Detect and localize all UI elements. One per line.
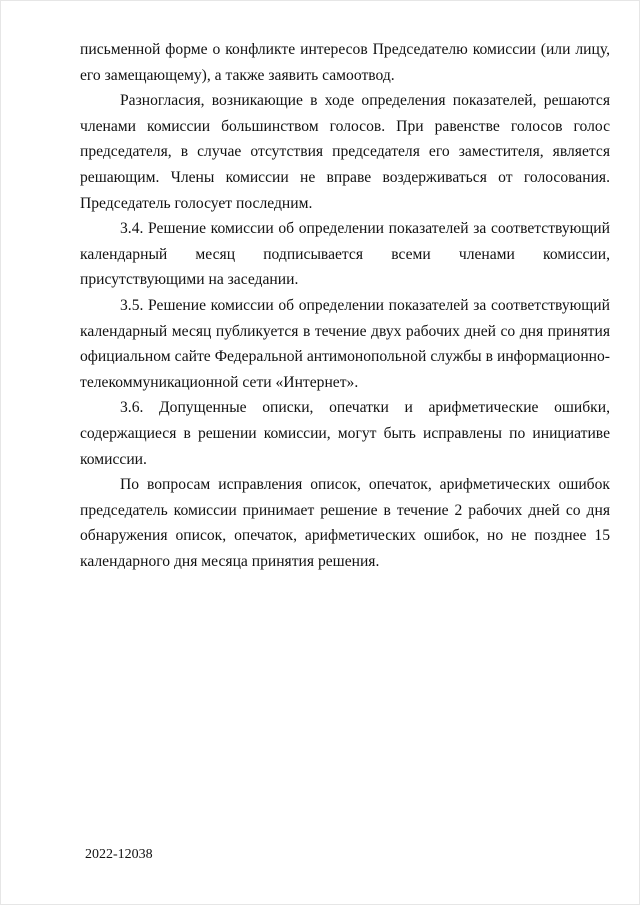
document-body — [80, 37, 610, 574]
paragraph-3-4: 3.4. Решение комиссии об определении показателей за соответствующий календарный месяц подписывается всеми членами комиссии, присутствующими на заседании. — [80, 220, 610, 289]
paragraph-disagreements: Разногласия, возникающие в ходе определения показателей, решаются членами комиссии большинством голосов. При равенстве голосов голос председателя, в случае отсутствия председателя его заместителя, является решающим. Члены комиссии не вправе воздерживаться от голосования. Председатель голосует последним. — [80, 92, 610, 212]
paragraph-corrections: По вопросам исправления описок, опечаток, арифметических ошибок председатель комиссии принимает решение в течение 2 рабочих дней со дня обнаружения описок, опечаток, арифметических ошибок, но не позднее 15 календарного дня месяца принятия решения. — [80, 476, 610, 570]
paragraph-3-5: 3.5. Решение комиссии об определении показателей за соответствующий календарный месяц публикуется в течение двух рабочих дней со дня принятия официальном сайте Федеральной антимонопольной службы в информационно-телекоммуникационной сети «Интернет». — [80, 296, 610, 391]
paragraph-conflict-continuation: письменной форме о конфликте интересов Председателю комиссии (или лицу, его замещающему), а также заявить самоотвод. — [80, 41, 610, 84]
paragraph-3-6: 3.6. Допущенные описки, опечатки и арифметические ошибки, содержащиеся в решении комиссии, могут быть исправлены по инициативе комиссии. — [80, 399, 610, 468]
document-number: 2022-12038 — [85, 847, 153, 862]
